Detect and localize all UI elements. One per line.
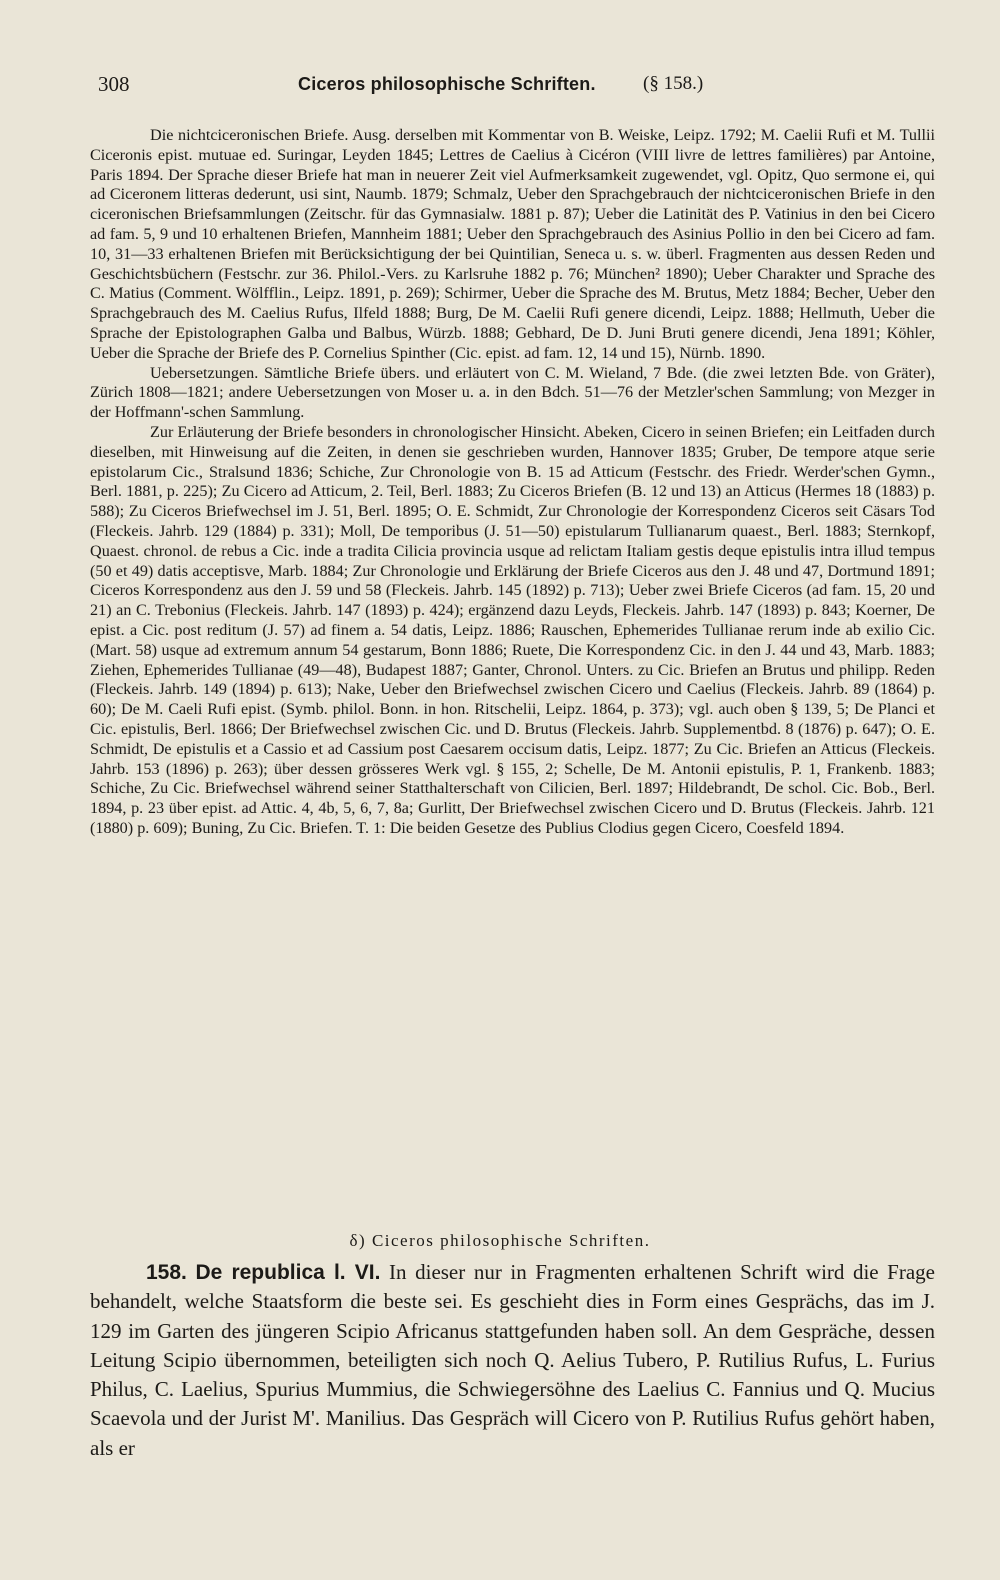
page-header	[98, 72, 928, 102]
main-text	[90, 1258, 935, 1463]
note-paragraph-chronology: Zur Erläuterung der Briefe besonders in chronologischer Hinsicht. Abeken, Cicero in seinen Briefen; ein Leitfaden durch dieselben, mit Hinweisung auf die Zeiten, in denen sie geschrieben wurden, Hannover 1835; Gruber, De tempore atque serie epistolarum Cic., Stralsund 1836; Schiche, Zur Chronologie von B. 15 ad Atticum (Festschr. des Friedr. Werder'schen Gymn., Berl. 1881, p. 225); Zu Cicero ad Atticum, 2. Teil, Berl. 1883; Zu Ciceros Briefen (B. 12 und 13) an Atticus (Hermes 18 (1883) p. 588); Zu Ciceros Briefwechsel im J. 51, Berl. 1895; O. E. Schmidt, Zur Chronologie der Korrespondenz Ciceros seit Cäsars Tod (Fleckeis. Jahrb. 129 (1884) p. 331); Moll, De temporibus (J. 51—50) epistularum Tullianarum quaest., Berl. 1883; Sternkopf, Quaest. chronol. de rebus a Cic. inde a tradita Cilicia provincia usque ad relictam Italiam gestis deque epistulis intra illud tempus (50 et 49) datis acceptisve, Marb. 1884; Zur Chronologie und Erklärung der Briefe Ciceros aus den J. 48 und 47, Dortmund 1891; Ciceros Korrespondenz aus den J. 59 und 58 (Fleckeis. Jahrb. 145 (1892) p. 713); Ueber zwei Briefe Ciceros (ad fam. 15, 20 und 21) an C. Trebonius (Fleckeis. Jahrb. 147 (1893) p. 424); ergänzend dazu Leyds, Fleckeis. Jahrb. 147 (1893) p. 843; Koerner, De epist. a Cic. post reditum (J. 57) ad finem a. 54 datis, Leipz. 1886; Rauschen, Ephemerides Tullianae rerum inde ab exilio Cic. (Mart. 58) usque ad extremum annum 54 gestarum, Bonn 1886; Ruete, Die Korrespondenz Cic. in den J. 44 und 43, Marb. 1883; Ziehen, Ephemerides Tullianae (49—48), Budapest 1887; Ganter, Chronol. Unters. zu Cic. Briefen an Brutus und philipp. Reden (Fleckeis. Jahrb. 149 (1894) p. 613); Nake, Ueber den Briefwechsel zwischen Cicero und Caelius (Fleckeis. Jahrb. 89 (1864) p. 60); De M. Caeli Rufi epist. (Symb. philol. Bonn. in hon. Ritschelii, Leipz. 1864, p. 373); vgl. auch oben § 139, 5; De Planci et Cic. epistulis, Berl. 1866; Der Briefwechsel zwischen Cic. und D. Brutus (Fleckeis. Jahrb. Supplementbd. 8 (1876) p. 647); O. E. Schmidt, De epistulis et a Cassio et ad Cassium post Caesarem occisum datis, Leipz. 1877; Zu Cic. Briefen an Atticus (Fleckeis. Jahrb. 153 (1896) p. 263); über dessen grösseres Werk vgl. § 155, 2; Schelle, De M. Antonii epistulis, P. 1, Frankenb. 1883; Schiche, Zu Cic. Briefwechsel während seiner Statthalterschaft von Cilicien, Berl. 1897; Hildebrandt, De schol. Cic. Bob., Berl. 1894, p. 23 über epist. ad Attic. 4, 4b, 5, 6, 7, 8a; Gurlitt, Der Briefwechsel zwischen Cicero und D. Brutus (Fleckeis. Jahrb. 121 (1880) p. 609); Buning, Zu Cic. Briefen. T. 1: Die beiden Gesetze des Publius Clodius gegen Cicero, Coesfeld 1894.	[90, 422, 935, 837]
main-paragraph	[90, 1258, 935, 1463]
section-heading: δ) Ciceros philosophische Schriften.	[349, 1231, 651, 1250]
running-title: Ciceros philosophische Schriften.	[298, 74, 596, 94]
bibliography-notes	[90, 126, 935, 839]
note-paragraph-nonciceronian-letters: Die nichtciceronischen Briefe. Ausg. derselben mit Kommentar von B. Weiske, Leipz. 1792; M. Caelii Rufi et M. Tullii Ciceronis epist. mutuae ed. Suringar, Leyden 1845; Lettres de Caelius à Cicéron (VIII livre de lettres familières) par Antoine, Paris 1894. Der Sprache dieser Briefe hat man in neuerer Zeit viel Aufmerksamkeit zugewendet, vgl. Opitz, Quo sermone ei, qui ad Ciceronem litteras dederunt, usi sint, Naumb. 1879; Schmalz, Ueber den Sprachgebrauch der nichtciceronischen Briefe in den ciceronischen Briefsammlungen (Zeitschr. für das Gymnasialw. 1881 p. 87); Ueber die Latinität des P. Vatinius in den bei Cicero ad fam. 5, 9 und 10 erhaltenen Briefen, Mannheim 1881; Ueber den Sprachgebrauch des Asinius Pollio in den bei Cicero ad fam. 10, 31—33 erhaltenen Briefen mit Berücksichtigung der bei Quintilian, Seneca u. s. w. überl. Fragmenten aus dessen Reden und Geschichtsbüchern (Festschr. zur 36. Philol.-Vers. zu Karlsruhe 1882 p. 76; München² 1890); Ueber Charakter und Sprache des C. Matius (Comment. Wölfflin., Leipz. 1891, p. 269); Schirmer, Ueber die Sprache des M. Brutus, Metz 1884; Becher, Ueber den Sprachgebrauch des M. Caelius Rufus, Ilfeld 1888; Burg, De M. Caelii Rufi genere dicendi, Leipz. 1888; Hellmuth, Ueber die Sprache der Epistolographen Galba und Balbus, Würzb. 1888; Gebhard, De D. Juni Bruti genere dicendi, Jena 1891; Köhler, Ueber die Sprache der Briefe des P. Cornelius Spinther (Cic. epist. ad fam. 12, 14 und 15), Nürnb. 1890.	[90, 126, 935, 362]
paragraph-number: 158.	[146, 1261, 187, 1284]
section-reference: (§ 158.)	[643, 73, 704, 94]
paragraph-title: De republica l. VI.	[195, 1261, 381, 1284]
note-paragraph-translations: Uebersetzungen. Sämtliche Briefe übers. und erläutert von C. M. Wieland, 7 Bde. (die zwei letzten Bde. von Gräter), Zürich 1808—1821; andere Uebersetzungen von Moser u. a. in den Bdch. 51—76 der Metzler'schen Sammlung; von Mezger in der Hoffmann'-schen Sammlung.	[90, 363, 935, 422]
page-number: 308	[98, 72, 130, 96]
paragraph-text: In dieser nur in Fragmenten erhaltenen Schrift wird die Frage behandelt, welche Staatsform die beste sei. Es geschieht dies in Form eines Gesprächs, das im J. 129 im Garten des jüngeren Scipio Africanus stattgefunden haben soll. An dem Gespräche, dessen Leitung Scipio übernommen, beteiligten sich noch Q. Aelius Tubero, P. Rutilius Rufus, L. Furius Philus, C. Laelius, Spurius Mummius, die Schwiegersöhne des Laelius C. Fannius und Q. Mucius Scaevola und der Jurist M'. Manilius. Das Gespräch will Cicero von P. Rutilius Rufus gehört haben, als er	[90, 1260, 935, 1460]
